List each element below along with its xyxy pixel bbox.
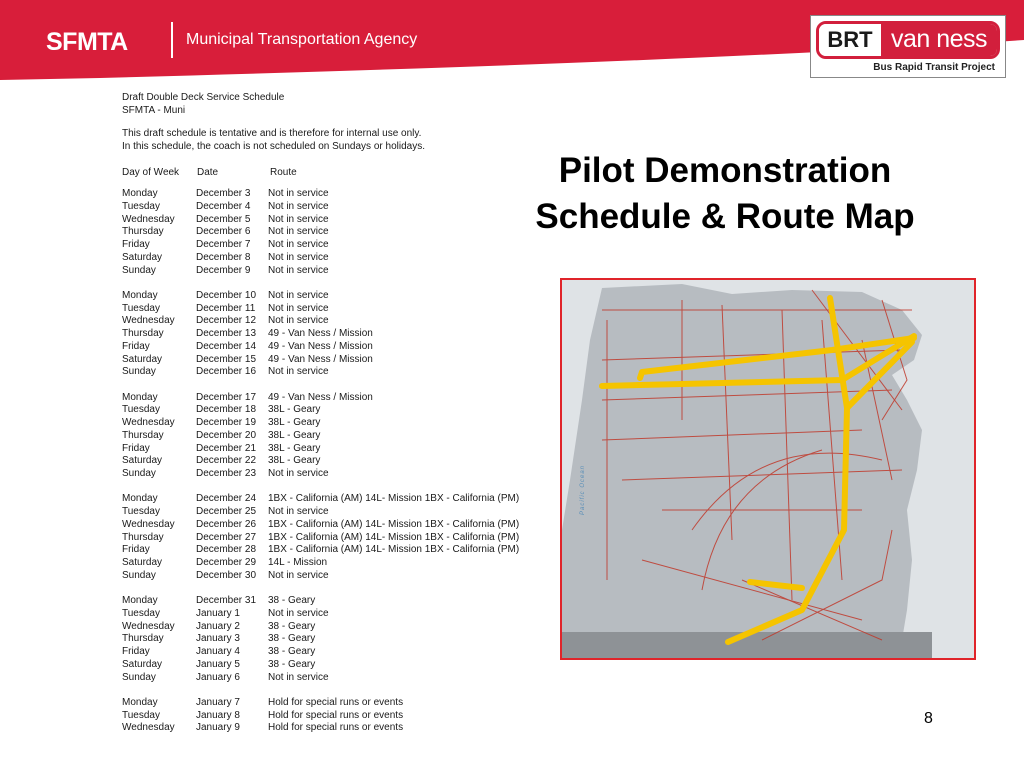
schedule-route-cell: 38L - Geary <box>268 455 321 467</box>
schedule-route-cell: Not in service <box>268 315 329 327</box>
schedule-route-cell: Not in service <box>268 289 329 301</box>
schedule-date-cell: January 9 <box>196 722 240 734</box>
schedule-date-cell: December 30 <box>196 569 257 581</box>
schedule-day-cell: Thursday <box>122 531 164 543</box>
schedule-row <box>122 392 562 405</box>
schedule-date-cell: December 27 <box>196 531 257 543</box>
schedule-route-cell: Not in service <box>268 366 329 378</box>
schedule-row <box>122 646 562 659</box>
schedule-row <box>122 506 562 519</box>
schedule-day-cell: Wednesday <box>122 518 175 530</box>
route-map-graphic <box>562 280 974 658</box>
schedule-route-cell: 1BX - California (AM) 14L- Mission 1BX - California (PM) <box>268 518 520 530</box>
schedule-route-cell: 38 - Geary <box>268 633 316 645</box>
schedule-day-cell: Monday <box>122 493 158 505</box>
schedule-day-cell: Tuesday <box>122 404 160 416</box>
map-bay-water <box>932 280 974 658</box>
schedule-day-cell: Saturday <box>122 251 163 263</box>
schedule-day-cell: Saturday <box>122 353 163 365</box>
schedule-route-cell: Not in service <box>268 468 329 479</box>
schedule-day-cell: Monday <box>122 289 158 301</box>
schedule-day-cell: Sunday <box>122 671 156 683</box>
schedule-route-cell: Not in service <box>268 302 329 314</box>
schedule-row <box>122 354 562 367</box>
schedule-row <box>122 290 562 303</box>
schedule-day-cell: Sunday <box>122 366 156 378</box>
schedule-day-cell: Monday <box>122 696 158 708</box>
schedule-day-cell: Sunday <box>122 264 156 276</box>
map-ocean-label: Pacific Ocean <box>580 464 586 515</box>
schedule-route-cell: Not in service <box>268 188 329 199</box>
column-header-date: Date <box>197 167 219 178</box>
schedule-row <box>122 608 562 621</box>
schedule-date-cell: December 5 <box>196 213 251 225</box>
schedule-date-cell: December 17 <box>196 391 257 403</box>
sfmta-logo: SFMTA <box>46 28 128 56</box>
schedule-date-cell: December 19 <box>196 417 257 428</box>
schedule-date-cell: January 3 <box>196 633 240 645</box>
schedule-day-cell: Saturday <box>122 455 163 467</box>
agency-name: Municipal Transportation Agency <box>186 31 418 48</box>
map-south-strip <box>562 632 974 658</box>
column-header-route: Route <box>270 167 297 178</box>
schedule-route-cell: 38L - Geary <box>268 442 321 454</box>
schedule-route-cell: Not in service <box>268 251 329 263</box>
schedule-weeks <box>122 188 562 735</box>
schedule-note-line-1: This draft schedule is tentative and is therefore for internal use only. <box>122 128 422 139</box>
schedule-date-cell: December 4 <box>196 200 251 212</box>
schedule-row <box>122 265 562 278</box>
schedule-day-cell: Tuesday <box>122 607 160 619</box>
schedule-row <box>122 468 562 481</box>
schedule-row <box>122 404 562 417</box>
schedule-row <box>122 544 562 557</box>
schedule-date-cell: December 20 <box>196 429 257 441</box>
schedule-route-cell: 1BX - California (AM) 14L- Mission 1BX - California (PM) <box>268 544 520 556</box>
schedule-day-cell: Tuesday <box>122 506 160 517</box>
schedule-route-cell: 49 - Van Ness / Mission <box>268 340 373 352</box>
schedule-route-cell: Not in service <box>268 226 329 238</box>
schedule-route-cell: Hold for special runs or events <box>268 722 404 734</box>
schedule-date-cell: December 9 <box>196 264 251 276</box>
schedule-route-cell: 1BX - California (AM) 14L- Mission 1BX - California (PM) <box>268 531 520 543</box>
schedule-date-cell: December 18 <box>196 404 257 416</box>
schedule-day-cell: Thursday <box>122 328 164 339</box>
schedule-route-cell: Not in service <box>268 200 329 212</box>
schedule-route-cell: Not in service <box>268 569 329 581</box>
schedule-day-cell: Friday <box>122 340 150 352</box>
page-number: 8 <box>924 710 933 727</box>
schedule-date-cell: January 6 <box>196 671 240 683</box>
slide-title-line-2: Schedule & Route Map <box>535 197 915 236</box>
schedule-date-cell: December 6 <box>196 226 251 238</box>
schedule-route-cell: 38L - Geary <box>268 404 321 416</box>
route-map <box>560 278 976 660</box>
schedule-date-cell: December 10 <box>196 289 257 301</box>
schedule-route-cell: Not in service <box>268 607 329 619</box>
schedule-day-cell: Sunday <box>122 569 156 581</box>
schedule-route-cell: 38 - Geary <box>268 646 316 657</box>
schedule-day-cell: Wednesday <box>122 315 175 327</box>
schedule-route-cell: 1BX - California (AM) 14L- Mission 1BX - California (PM) <box>268 493 520 505</box>
schedule-date-cell: December 3 <box>196 188 251 199</box>
schedule-day-cell: Wednesday <box>122 417 175 428</box>
schedule-day-cell: Thursday <box>122 226 164 238</box>
schedule-row <box>122 697 562 710</box>
schedule-date-cell: December 7 <box>196 239 251 250</box>
schedule-row <box>122 659 562 672</box>
schedule-date-cell: December 16 <box>196 366 257 378</box>
schedule-day-cell: Friday <box>122 544 150 556</box>
schedule-row <box>122 341 562 354</box>
schedule-date-cell: December 28 <box>196 544 257 556</box>
schedule-row <box>122 722 562 735</box>
schedule-route-cell: Hold for special runs or events <box>268 696 404 708</box>
schedule-route-cell: 38 - Geary <box>268 595 316 606</box>
schedule-row <box>122 621 562 634</box>
schedule-route-cell: Not in service <box>268 671 329 683</box>
schedule-date-cell: December 22 <box>196 455 257 467</box>
schedule-org: SFMTA - Muni <box>122 105 186 116</box>
schedule-row <box>122 633 562 646</box>
schedule-date-cell: December 29 <box>196 557 257 568</box>
schedule-row <box>122 672 562 685</box>
slide-title-line-1: Pilot Demonstration <box>558 151 892 190</box>
schedule-route-cell: 49 - Van Ness / Mission <box>268 328 373 339</box>
schedule-day-cell: Sunday <box>122 468 156 479</box>
schedule-date-cell: December 25 <box>196 506 257 517</box>
schedule-day-cell: Monday <box>122 391 158 403</box>
schedule-row <box>122 710 562 723</box>
brt-pill <box>816 21 1000 59</box>
schedule-date-cell: December 26 <box>196 518 257 530</box>
schedule-route-cell: 49 - Van Ness / Mission <box>268 353 373 365</box>
schedule-date-cell: December 14 <box>196 340 257 352</box>
schedule-title: Draft Double Deck Service Schedule <box>122 92 285 103</box>
schedule-date-cell: December 21 <box>196 442 257 454</box>
schedule-day-cell: Thursday <box>122 633 164 645</box>
brt-van-ness-logo <box>810 15 1006 78</box>
schedule-date-cell: December 11 <box>196 302 256 314</box>
schedule-row <box>122 532 562 545</box>
schedule-week <box>122 595 562 684</box>
schedule-row <box>122 595 562 608</box>
schedule-week <box>122 697 562 735</box>
brt-label: BRT <box>819 24 881 56</box>
schedule-row <box>122 252 562 265</box>
schedule-row <box>122 430 562 443</box>
schedule-route-cell: 38L - Geary <box>268 429 321 441</box>
schedule-date-cell: January 7 <box>196 696 240 708</box>
schedule-row <box>122 328 562 341</box>
header-divider <box>171 22 173 58</box>
schedule-day-cell: Tuesday <box>122 200 160 212</box>
schedule-date-cell: January 2 <box>196 620 240 632</box>
schedule-day-cell: Tuesday <box>122 709 160 721</box>
schedule-route-cell: Not in service <box>268 239 329 250</box>
schedule-date-cell: December 31 <box>196 595 257 606</box>
schedule-row <box>122 557 562 570</box>
schedule-route-cell: 38 - Geary <box>268 620 316 632</box>
schedule-row <box>122 443 562 456</box>
schedule-row <box>122 315 562 328</box>
schedule-route-cell: Hold for special runs or events <box>268 709 404 721</box>
schedule-route-cell: 38L - Geary <box>268 417 321 428</box>
schedule-day-cell: Friday <box>122 239 150 250</box>
column-header-day: Day of Week <box>122 167 180 178</box>
schedule-date-cell: December 13 <box>196 328 257 339</box>
schedule-day-cell: Monday <box>122 595 158 606</box>
schedule-date-cell: December 15 <box>196 353 257 365</box>
schedule-date-cell: December 12 <box>196 315 257 327</box>
schedule-day-cell: Saturday <box>122 557 163 568</box>
schedule-route-cell: 49 - Van Ness / Mission <box>268 391 373 403</box>
schedule-day-cell: Tuesday <box>122 302 160 314</box>
schedule-row <box>122 239 562 252</box>
schedule-row <box>122 303 562 316</box>
schedule-route-cell: 38 - Geary <box>268 658 316 670</box>
schedule-route-cell: Not in service <box>268 506 329 517</box>
schedule-route-cell: Not in service <box>268 264 329 276</box>
schedule-date-cell: January 8 <box>196 709 240 721</box>
van-ness-label: van ness <box>881 24 997 56</box>
schedule-route-cell: Not in service <box>268 213 329 225</box>
brt-subtitle: Bus Rapid Transit Project <box>873 62 995 73</box>
schedule-week <box>122 493 562 582</box>
schedule-date-cell: December 24 <box>196 493 257 505</box>
schedule-date-cell: December 23 <box>196 468 257 479</box>
schedule-date-cell: January 1 <box>196 607 240 619</box>
schedule-row <box>122 366 562 379</box>
schedule-day-cell: Wednesday <box>122 722 175 734</box>
schedule-day-cell: Saturday <box>122 658 163 670</box>
schedule-row <box>122 417 562 430</box>
schedule-row <box>122 493 562 506</box>
schedule-date-cell: January 5 <box>196 658 240 670</box>
schedule-note-line-2: In this schedule, the coach is not scheduled on Sundays or holidays. <box>122 141 425 152</box>
schedule-day-cell: Friday <box>122 442 150 454</box>
schedule-day-cell: Monday <box>122 188 158 199</box>
schedule-day-cell: Friday <box>122 646 150 657</box>
schedule-week <box>122 290 562 379</box>
schedule-day-cell: Thursday <box>122 429 164 441</box>
schedule-week <box>122 392 562 481</box>
schedule-row <box>122 570 562 583</box>
schedule-row <box>122 519 562 532</box>
schedule-date-cell: January 4 <box>196 646 240 657</box>
schedule-date-cell: December 8 <box>196 251 251 263</box>
schedule-row <box>122 455 562 468</box>
slide-title <box>480 148 970 240</box>
schedule-day-cell: Wednesday <box>122 620 175 632</box>
schedule-route-cell: 14L - Mission <box>268 557 328 568</box>
schedule-day-cell: Wednesday <box>122 213 175 225</box>
